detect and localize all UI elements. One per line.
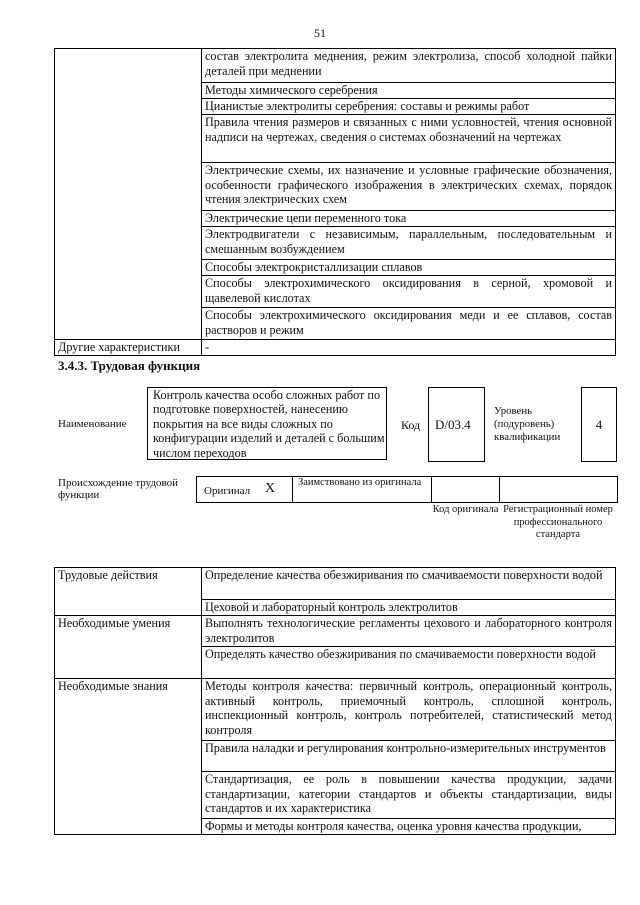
code-label: Код	[401, 418, 421, 432]
knowledge-label: Необходимые знания	[55, 679, 202, 835]
function-name-box	[147, 387, 387, 460]
other-characteristics-value: -	[202, 340, 616, 356]
skill-item: Выполнять технологические регламенты цехового и лабораторного контроля электролитов	[202, 616, 616, 647]
code-value: D/03.4	[435, 417, 471, 432]
empty-label-cell	[55, 49, 202, 340]
knowledge-item: Цианистые электролиты серебрения: составы и режимы работ	[202, 99, 616, 115]
knowledge-item: Правила наладки и регулирования контрольно-измерительных инструментов	[202, 741, 616, 772]
borrowed-label: Заимствовано из оригинала	[298, 477, 422, 488]
knowledge-item: Методы контроля качества: первичный контроль, операционный контроль, активный контроль, приемочный контроль, сплошной контроль, инспекционный контроль, контроль потребителей, статистический метод контроля	[202, 679, 616, 741]
knowledge-item: Способы электрохимического оксидирования меди и ее сплавов, состав растворов и режим	[202, 308, 616, 340]
labor-function-table	[54, 567, 616, 835]
knowledge-item: Формы и методы контроля качества, оценка уровня качества продукции,	[202, 819, 616, 835]
code-caption: Код оригинала	[432, 504, 499, 515]
knowledge-item: Электродвигатели с независимым, параллельным, последовательным и смешанным возбуждением	[202, 227, 616, 260]
divider	[292, 476, 293, 502]
skills-label: Необходимые умения	[55, 616, 202, 679]
knowledge-item: Стандартизация, ее роль в повышении качества продукции, задачи стандартизации, категории стандартов и объекты стандартизации, виды стандартов и их характеристика	[202, 772, 616, 819]
knowledge-item: Правила чтения размеров и связанных с ними условностей, чтения основной надписи на чертежах, сведения о системах обозначений на чертежах	[202, 115, 616, 163]
other-characteristics-label: Другие характеристики	[55, 340, 202, 356]
action-item: Определение качества обезжиривания по смачиваемости поверхности водой	[202, 568, 616, 600]
knowledge-item: Методы химического серебрения	[202, 83, 616, 99]
original-label: Оригинал	[204, 485, 251, 497]
origin-label: Происхождение трудовой функции	[58, 477, 179, 501]
level-box	[581, 387, 617, 462]
divider	[431, 476, 432, 502]
knowledge-item: Способы электрохимического оксидирования в серной, хромовой и щавелевой кислотах	[202, 276, 616, 308]
knowledge-item: Способы электрокристаллизации сплавов	[202, 260, 616, 276]
original-mark[interactable]: X	[265, 481, 276, 496]
knowledge-table-continued	[54, 48, 616, 356]
code-box	[428, 387, 485, 462]
knowledge-item: Электрические схемы, их назначение и условные графические обозначения, особенности графического изображения в электрических схемах, порядок чтения электрических схем	[202, 163, 616, 211]
knowledge-item: состав электролита меднения, режим электролиза, способ холодной пайки деталей при меднении	[202, 49, 616, 83]
name-label: Наименование	[58, 418, 127, 430]
registration-caption: Регистрационный номер профессионального стандарта	[503, 504, 613, 540]
actions-label: Трудовые действия	[55, 568, 202, 616]
section-heading: 3.4.3. Трудовая функция	[58, 358, 201, 373]
level-value: 4	[595, 417, 603, 432]
function-name: Контроль качества особо сложных работ по подготовке поверхностей, нанесению покрытия на все виды сложных по конфигурации изделий и деталей с большим числом переходов	[153, 388, 385, 460]
knowledge-item: Электрические цепи переменного тока	[202, 211, 616, 227]
skill-item: Определять качество обезжиривания по смачиваемости поверхности водой	[202, 647, 616, 679]
action-item: Цеховой и лабораторный контроль электролитов	[202, 600, 616, 616]
level-label: Уровень (подуровень) квалификации	[494, 405, 561, 443]
divider	[499, 476, 500, 502]
page-number: 51	[314, 26, 326, 40]
